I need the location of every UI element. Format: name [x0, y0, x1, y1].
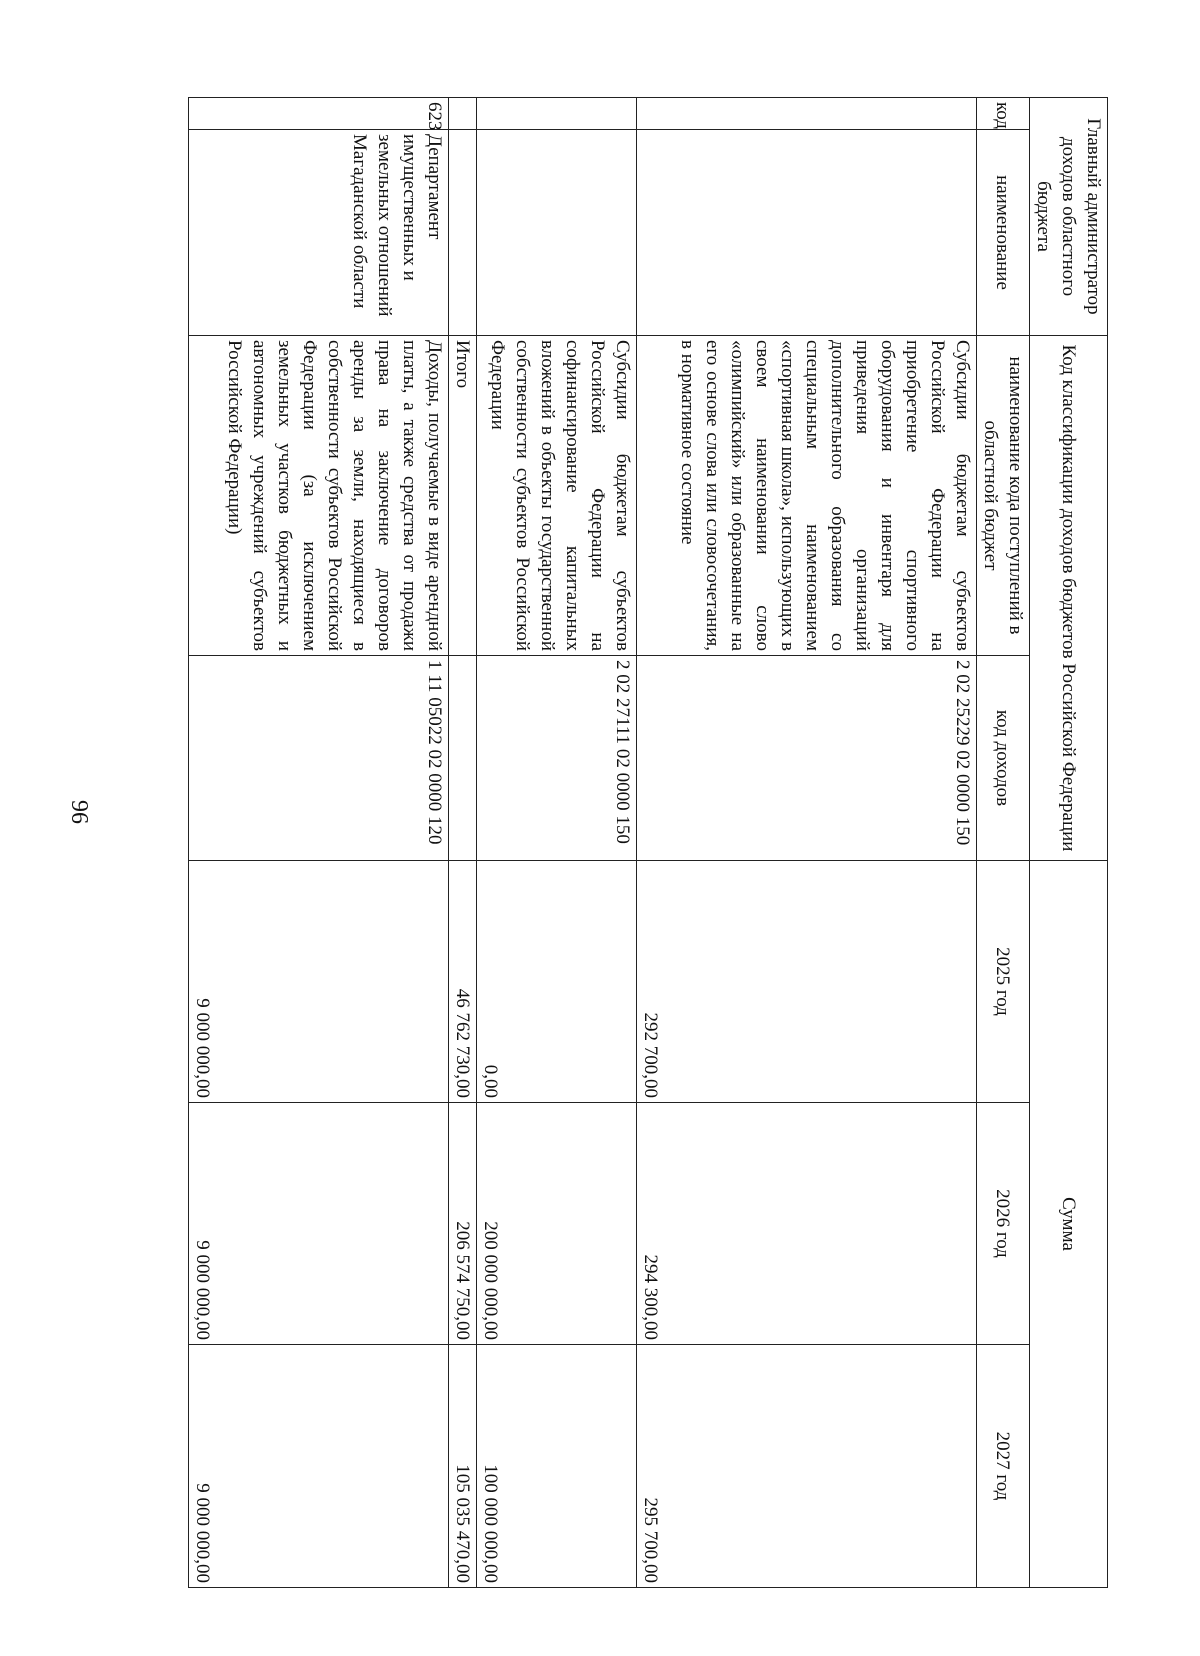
header-admin-group: Главный администратор доходов областного бюджета: [1030, 98, 1108, 336]
header-row-1: [1030, 98, 1108, 1588]
amount-2027-cell: 9 000 000,00: [189, 1345, 449, 1588]
header-admin-name: наименование: [977, 130, 1030, 336]
rotated-table-sheet: [188, 97, 1108, 1587]
header-row-2: [977, 98, 1030, 1588]
total-row: [449, 98, 477, 1588]
amount-2025-cell: 9 000 000,00: [189, 861, 449, 1103]
income-code-cell: 1 11 05022 02 0000 120: [189, 656, 449, 861]
header-income-code: код доходов: [977, 656, 1030, 861]
income-code-cell: [449, 656, 477, 861]
total-2027: 105 035 470,00: [449, 1345, 477, 1588]
header-2025: 2025 год: [977, 861, 1030, 1103]
total-2026: 206 574 750,00: [449, 1103, 477, 1345]
income-code-cell: 2 02 27111 02 0000 150: [477, 656, 637, 861]
table-row: [189, 98, 449, 1588]
admin-name-cell: [477, 130, 637, 336]
amount-2025-cell: 292 700,00: [637, 861, 977, 1103]
amount-2026-cell: 294 300,00: [637, 1103, 977, 1345]
admin-name-cell: Департамент имущественных и земельных отношений Магаданской области: [189, 130, 449, 336]
income-name-cell: Доходы, получаемые в виде арендной платы, а также средства от продажи права на заключение договоров аренды за земли, находящиеся в собственности субъектов Российской Федерации (за исключением земельных участков бюджетных и автономных учреждений субъектов Российской Федерации): [189, 336, 449, 656]
header-code-group: Код классификации доходов бюджетов Российской Федерации: [1030, 336, 1108, 861]
admin-code-cell: [637, 98, 977, 130]
header-2026: 2026 год: [977, 1103, 1030, 1345]
header-2027: 2027 год: [977, 1345, 1030, 1588]
amount-2025-cell: 0,00: [477, 861, 637, 1103]
admin-name-cell: [637, 130, 977, 336]
admin-code-cell: [477, 98, 637, 130]
admin-name-cell: [449, 130, 477, 336]
header-sum-group: Сумма: [1030, 861, 1108, 1588]
header-admin-code: код: [977, 98, 1030, 130]
amount-2026-cell: 9 000 000,00: [189, 1103, 449, 1345]
admin-code-cell: [449, 98, 477, 130]
total-label: Итого: [449, 336, 477, 656]
amount-2026-cell: 200 000 000,00: [477, 1103, 637, 1345]
page-number: 96: [66, 800, 92, 824]
income-name-cell: Субсидии бюджетам субъектов Российской Федерации на софинансирование капитальных вложений в объекты государственной собственности субъектов Российской Федерации: [477, 336, 637, 656]
header-income-name: наименование кода поступлений в областной бюджет: [977, 336, 1030, 656]
admin-code-cell: 623: [189, 98, 449, 130]
total-2025: 46 762 730,00: [449, 861, 477, 1103]
table-row: [637, 98, 977, 1588]
amount-2027-cell: 100 000 000,00: [477, 1345, 637, 1588]
amount-2027-cell: 295 700,00: [637, 1345, 977, 1588]
income-classification-table: [188, 97, 1108, 1588]
income-name-cell: Субсидии бюджетам субъектов Российской Федерации на приобретение спортивного оборудования и инвентаря для приведения организаций дополнительного образования со специальным наименованием «спортивная школа», использующих в своем наименовании слово «олимпийский» или образованные на его основе слова или словосочетания, в нормативное состояние: [637, 336, 977, 656]
income-code-cell: 2 02 25229 02 0000 150: [637, 656, 977, 861]
table-row: [477, 98, 637, 1588]
